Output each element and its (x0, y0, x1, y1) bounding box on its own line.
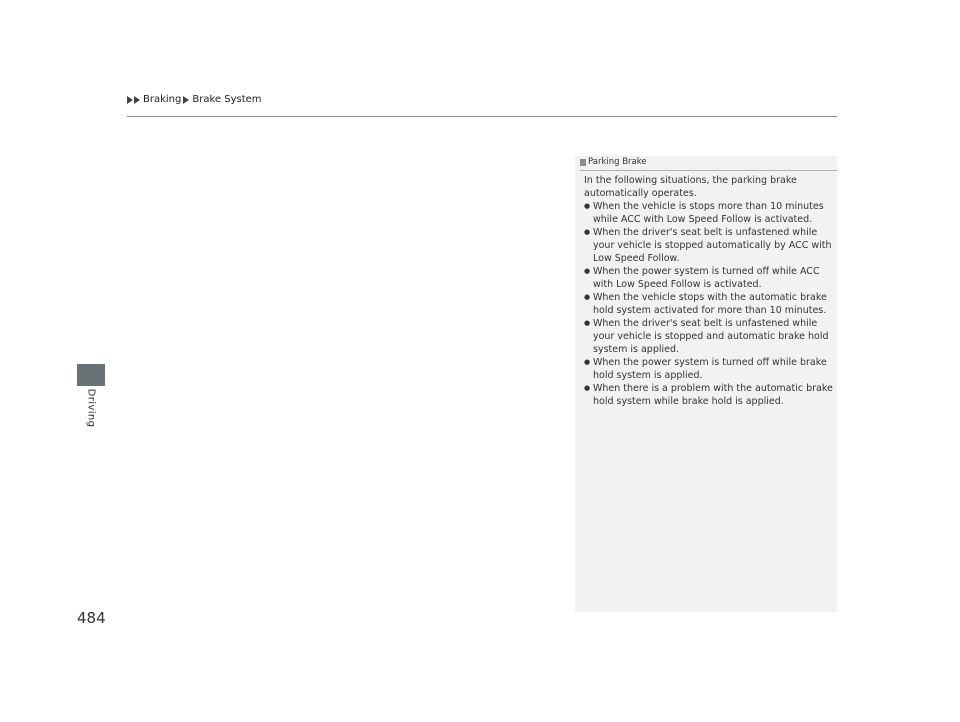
note-title (580, 157, 647, 167)
note-bullet-item: ● When the driver's seat belt is unfastened while your vehicle is stopped and automatic brake hold system is applied. (584, 317, 834, 356)
breadcrumb-item-braking[interactable]: Braking (143, 94, 182, 105)
section-tab-marker (77, 364, 105, 386)
section-label: Driving (85, 388, 97, 428)
breadcrumb (127, 94, 262, 105)
note-bullet-item: ● When the driver's seat belt is unfastened while your vehicle is stopped automatically by ACC with Low Speed Follow. (584, 226, 834, 265)
note-bullet-item: ● When the power system is turned off while brake hold system is applied. (584, 356, 834, 382)
breadcrumb-arrow-icon (134, 96, 140, 104)
note-body (584, 174, 834, 408)
note-title-text: Parking Brake (588, 157, 647, 167)
breadcrumb-arrow-icon (127, 96, 133, 104)
note-bullet-item: ● When there is a problem with the automatic brake hold system while brake hold is applied. (584, 382, 834, 408)
page-number: 484 (77, 609, 106, 627)
note-bullet-item: ● When the power system is turned off while ACC with Low Speed Follow is activated. (584, 265, 834, 291)
note-divider (580, 170, 837, 171)
note-bullet-list (584, 200, 834, 408)
header-divider (127, 116, 837, 117)
breadcrumb-item-brake-system[interactable]: Brake System (192, 94, 262, 105)
note-intro: In the following situations, the parking brake automatically operates. (584, 175, 797, 199)
breadcrumb-arrow-icon (183, 96, 189, 104)
note-marker-icon (580, 159, 586, 166)
note-bullet-item: ● When the vehicle is stops more than 10 minutes while ACC with Low Speed Follow is activated. (584, 200, 834, 226)
note-bullet-item: ● When the vehicle stops with the automatic brake hold system activated for more than 10 minutes. (584, 291, 834, 317)
